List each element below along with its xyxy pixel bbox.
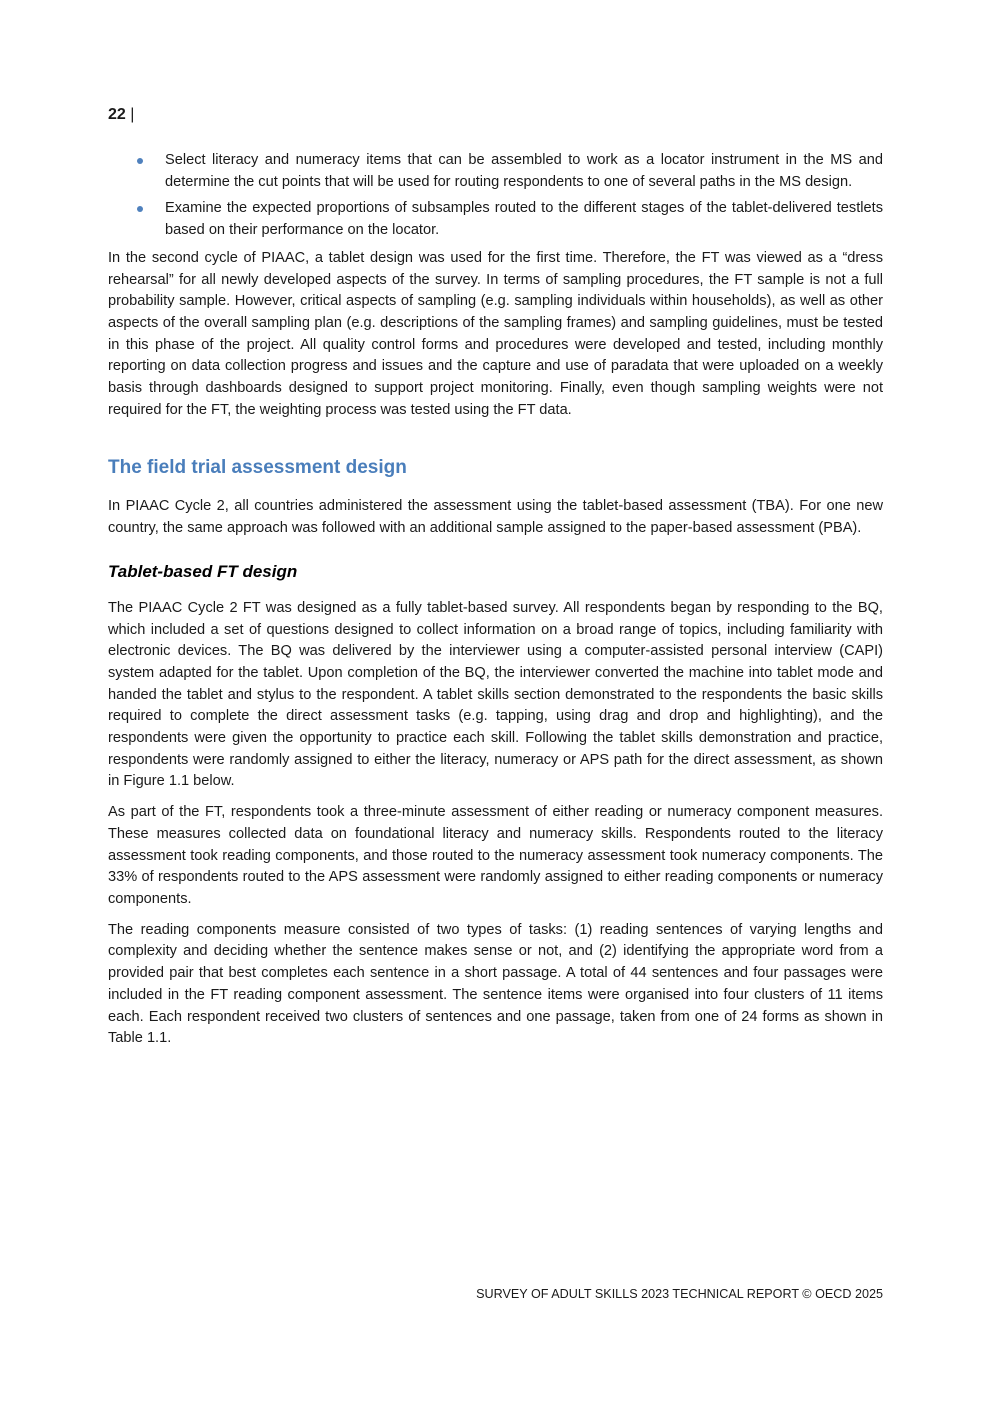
body-paragraph: The PIAAC Cycle 2 FT was designed as a fully tablet-based survey. All respondents began by responding to the BQ, which included a set of questions designed to collect information on a broad range of topics, including familiarity with electronic devices. The BQ was delivered by the interviewer using a computer-assisted personal interview (CAPI) system adapted for the tablet. Upon completion of the BQ, the interviewer converted the machine into tablet mode and handed the tablet and stylus to the respondent. A tablet skills section demonstrated to the respondents the basic skills required to complete the direct assessment tasks (e.g. tapping, using drag and drop and highlighting), and the respondents were given the opportunity to practice each skill. Following the tablet skills demonstration and practice, respondents were randomly assigned to either the literacy, numeracy or APS path for the direct assessment, as shown in Figure 1.1 below. [108,599,883,790]
bullet-list [108,150,883,242]
header-separator: | [130,106,135,123]
list-item-text: Examine the expected proportions of subsamples routed to the different stages of the tablet-delivered testlets based on their performance on the locator. [165,200,883,239]
body-paragraph: As part of the FT, respondents took a three-minute assessment of either reading or numeracy component measures. These measures collected data on foundational literacy and numeracy skills. Respondents routed to the literacy assessment took reading components, and those routed to the numeracy assessment took numeracy components. The 33% of respondents routed to the APS assessment were randomly assigned to either reading components or numeracy components. [108,804,883,907]
page-header [108,106,134,124]
body-paragraph: The reading components measure consisted of two types of tasks: (1) reading sentences of varying lengths and complexity and deciding whether the sentence makes sense or not, and (2) identifying the appropriate word from a provided pair that best completes each sentence in a short passage. A total of 44 sentences and four passages were included in the FT reading component assessment. The sentence items were organised into four clusters of 11 items each. Each respondent received two clusters of sentences and one passage, taken from one of 24 forms as shown in Table 1.1. [108,921,883,1047]
list-item [108,150,883,193]
page-footer: SURVEY OF ADULT SKILLS 2023 TECHNICAL REPORT © OECD 2025 [476,1287,883,1301]
page-body [108,150,883,1059]
page-number: 22 [108,106,126,123]
subsection-heading: Tablet-based FT design [108,561,298,581]
bullet-icon [137,206,143,212]
section-paragraph: In PIAAC Cycle 2, all countries administered the assessment using the tablet-based assessment (TBA). For one new country, the same approach was followed with an additional sample assigned to the paper-based assessment (PBA). [108,498,883,537]
section-heading: The field trial assessment design [108,457,407,479]
bullet-icon [137,158,143,164]
list-item [108,198,883,241]
list-item-text: Select literacy and numeracy items that can be assembled to work as a locator instrument in the MS and determine the cut points that will be used for routing respondents to one of several paths in the MS design. [165,152,883,190]
intro-paragraph: In the second cycle of PIAAC, a tablet design was used for the first time. Therefore, the FT was viewed as a “dress rehearsal” for all newly developed aspects of the survey. In terms of sampling procedures, the FT sample is not a full probability sample. However, critical aspects of sampling (e.g. sampling individuals within households), as well as other aspects of the overall sampling plan (e.g. descriptions of the sampling frames) and sampling guidelines, must be tested in this phase of the project. All quality control forms and procedures were developed and tested, including monthly reporting on data collection progress and issues and the capture and use of paradata that were uploaded on a weekly basis through dashboards designed to support project monitoring. Finally, even though sampling weights were not required for the FT, the weighting process was tested using the FT data. [108,249,883,418]
